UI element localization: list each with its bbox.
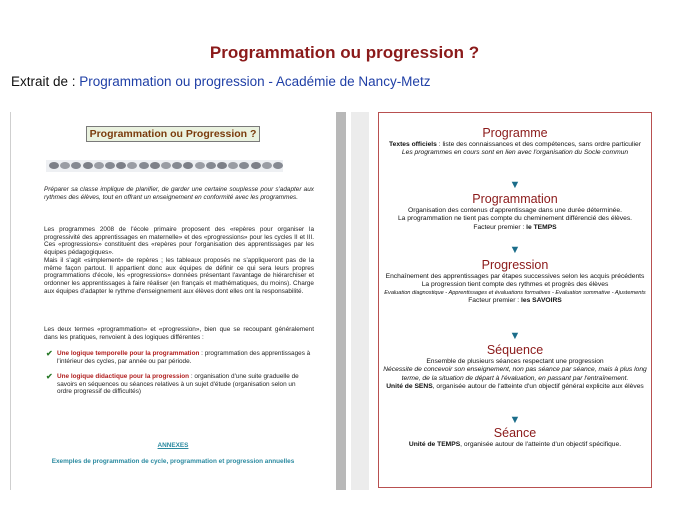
pebble-shape	[217, 162, 227, 169]
extract-prefix: Extrait de :	[11, 74, 80, 89]
pebble-shape	[127, 162, 137, 169]
step-line: Ensemble de plusieurs séances respectant une progression	[426, 358, 604, 365]
step-line: Nécessite de concevoir son enseignement, non pas séance par séance, mais à plus long terme, de la situation de départ à l'évaluation, en passant par l'entraînement.	[383, 366, 647, 382]
pebble-shape	[239, 162, 249, 169]
step-line: Facteur premier : le TEMPS	[473, 223, 557, 231]
pebble-shape	[94, 162, 104, 169]
down-arrow-icon: ▼	[509, 179, 521, 191]
step-title: Programmation	[472, 192, 558, 206]
bullet-programmation	[46, 349, 312, 365]
pebble-shape	[183, 162, 193, 169]
step-sequence	[379, 343, 651, 391]
step-title: Séance	[493, 426, 537, 440]
pebble-shape	[71, 162, 81, 169]
document-title-box: Programmation ou Progression ?	[86, 126, 261, 142]
bullet-text: : organisation d'une suite graduelle de savoirs en séquences ou séances relatives à un sujet d'étude (organisation selon un ordre progressif de difficultés)	[57, 373, 299, 396]
bullet-bold: Une logique didactique pour la progression	[57, 373, 190, 380]
slide-title: Programmation ou progression ?	[209, 43, 480, 62]
pebble-shape	[150, 162, 160, 169]
bullet-progression	[46, 372, 312, 396]
step-line: Facteur premier : les SAVOIRS	[468, 296, 562, 304]
down-arrow-icon: ▼	[509, 414, 521, 426]
pebble-shape	[83, 162, 93, 169]
pebble-shape	[172, 162, 182, 169]
pebble-shape	[60, 162, 70, 169]
page-gutter	[351, 112, 369, 490]
document-page	[10, 112, 335, 490]
step-title: Progression	[481, 258, 549, 272]
check-icon: ✔	[46, 349, 53, 358]
step-line: Unité de TEMPS, organisée autour de l'atteinte d'un objectif spécifique.	[408, 441, 622, 448]
document-title	[11, 124, 335, 142]
step-line: La progression tient compte des rythmes et progrès des élèves	[421, 281, 609, 289]
pebble-shape	[161, 162, 171, 169]
pebble-shape	[139, 162, 149, 169]
pebble-shape	[273, 162, 283, 169]
step-title: Programme	[482, 126, 548, 140]
step-programmation	[379, 192, 651, 232]
reperes-paragraph: Mais il s'agit «simplement» de repères ; les tableaux proposés ne s'appliqueront pas de la même façon partout. Il appartient donc aux équipes de définir ce qui sera leurs propres programmations d'école, les «progressions» données présentant l'avantage de hiérarchiser et ordonner les apprentissages à faire réaliser (en français et mathématiques, du moins). Charge aux équipes d'adapter le rythme d'enseignement aux élèves dont elles ont la responsabilité.	[44, 257, 314, 295]
down-arrow-icon: ▼	[509, 244, 521, 256]
pebble-decoration	[46, 160, 283, 172]
step-line: Textes officiels : liste des connaissances et des compétences, sans ordre particulier	[389, 141, 641, 148]
pebble-shape	[195, 162, 205, 169]
pebble-shape	[206, 162, 216, 169]
pebble-shape	[49, 162, 59, 169]
intro-paragraph: Préparer sa classe implique de planifier, de garder une certaine souplesse pour s'adapter aux rythmes des élèves, tout en offrant un enseignement en conformité avec les programmes.	[44, 186, 314, 201]
annexes-description: Exemples de programmation de cycle, programmation et progression annuelles	[51, 458, 295, 465]
step-title: Séquence	[486, 343, 544, 357]
extract-source-link[interactable]: Programmation ou progression - Académie de Nancy-Metz	[79, 74, 431, 89]
annexes-link[interactable]: ANNEXES	[157, 442, 189, 449]
source-line	[11, 74, 430, 89]
step-line: Evaluation diagnostique - Apprentissages et évaluations formatives - Evaluation sommative - Ajustements	[384, 289, 646, 296]
step-progression	[379, 258, 651, 305]
pebble-shape	[105, 162, 115, 169]
pebble-shape	[262, 162, 272, 169]
step-line: Les programmes en cours sont en lien avec l'organisation du Socle commun	[401, 149, 629, 157]
terms-paragraph: Les deux termes «programmation» et «progression», bien que se recoupant généralement dans les pratiques, renvoient à des logiques différentes :	[44, 326, 314, 341]
pebble-shape	[116, 162, 126, 169]
step-line: La programmation ne tient pas compte du cheminement différencié des élèves.	[397, 215, 633, 223]
pebble-shape	[228, 162, 238, 169]
check-icon: ✔	[46, 372, 53, 381]
down-arrow-icon: ▼	[509, 330, 521, 342]
bullet-bold: Une logique temporelle pour la programmation	[57, 350, 200, 357]
concept-panel	[378, 112, 652, 488]
page-separator	[336, 112, 346, 490]
programmes-paragraph: Les programmes 2008 de l'école primaire proposent des «repères pour organiser la progressivité des apprentissages en maternelle» et des «progressions» pour les cycles II et III. Ces «progressions» constituent des «repères pour l'organisation des apprentissages par les équipes pédagogiques».	[44, 226, 314, 257]
step-seance	[379, 426, 651, 449]
step-line: Organisation des contenus d'apprentissage dans une durée déterminée.	[408, 207, 622, 214]
step-programme	[379, 126, 651, 158]
pebble-shape	[251, 162, 261, 169]
bullet-text: : programmation des apprentissages à l'intérieur des cycles, par année ou par période.	[57, 350, 311, 365]
step-line: Unité de SENS, organisée autour de l'atteinte d'un objectif général explicite aux élèves	[386, 382, 644, 390]
step-line: Enchaînement des apprentissages par étapes successives selon les acquis précédents	[385, 273, 645, 280]
